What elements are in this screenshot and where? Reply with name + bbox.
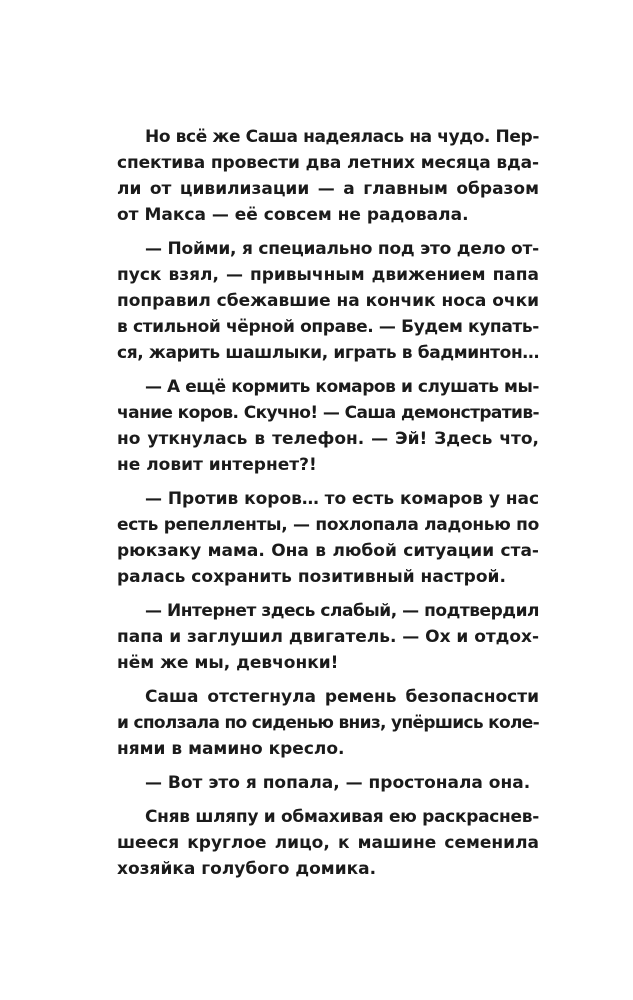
paragraph: [117, 804, 539, 882]
text-line: — Вот это я попала, — простонала она.: [145, 773, 531, 793]
text-line: рюкзаку мама. Она в любой ситуации ста-: [117, 541, 539, 561]
text-line: Саша отстегнула ремень безопасности: [145, 687, 539, 707]
text-line: папа и заглушил двигатель. — Ох и отдох-: [117, 627, 539, 647]
text-line: Но всё же Саша надеялась на чудо. Пер-: [145, 127, 539, 147]
text-line: от Макса — её совсем не радовала.: [117, 205, 469, 225]
text-line: — Интернет здесь слабый, — подтвердил: [145, 601, 539, 621]
text-line: Сняв шляпу и обмахивая ею раскраснев-: [145, 807, 539, 827]
text-line: — Пойми, я специально под это дело от-: [145, 239, 539, 259]
text-line: чание коров. Скучно! — Саша демонстратив-: [117, 403, 539, 423]
text-line: шееся круглое лицо, к машине семенила: [117, 833, 539, 853]
text-line: ли от цивилизации — а главным образом: [117, 179, 539, 199]
text-line: пуск взял, — привычным движением папа: [117, 265, 539, 285]
text-line: ся, жарить шашлыки, играть в бадминтон…: [117, 343, 539, 363]
text-line: но уткнулась в телефон. — Эй! Здесь что,: [117, 429, 539, 449]
body-text: [117, 124, 539, 882]
text-line: есть репелленты, — похлопала ладонью по: [117, 515, 539, 535]
text-line: и сползала по сиденью вниз, упёршись коле-: [117, 713, 539, 733]
paragraph: [117, 486, 539, 590]
paragraph: [117, 374, 539, 478]
text-line: нями в мамино кресло.: [117, 739, 345, 759]
text-line: нём же мы, девчонки!: [117, 653, 339, 673]
text-line: хозяйка голубого домика.: [117, 859, 377, 879]
text-line: — Против коров… то есть комаров у нас: [145, 489, 539, 509]
paragraph: [117, 124, 539, 228]
text-line: поправил сбежавшие на кончик носа очки: [117, 291, 539, 311]
text-line: в стильной чёрной оправе. — Будем купать-: [117, 317, 539, 337]
paragraph: [117, 236, 539, 366]
text-line: ралась сохранить позитивный настрой.: [117, 567, 506, 587]
text-line: не ловит интернет?!: [117, 455, 317, 475]
paragraph: [117, 684, 539, 762]
text-line: спектива провести два летних месяца вда-: [117, 153, 539, 173]
text-line: — А ещё кормить комаров и слушать мы-: [145, 377, 539, 397]
paragraph: [117, 598, 539, 676]
paragraph: [117, 770, 539, 796]
